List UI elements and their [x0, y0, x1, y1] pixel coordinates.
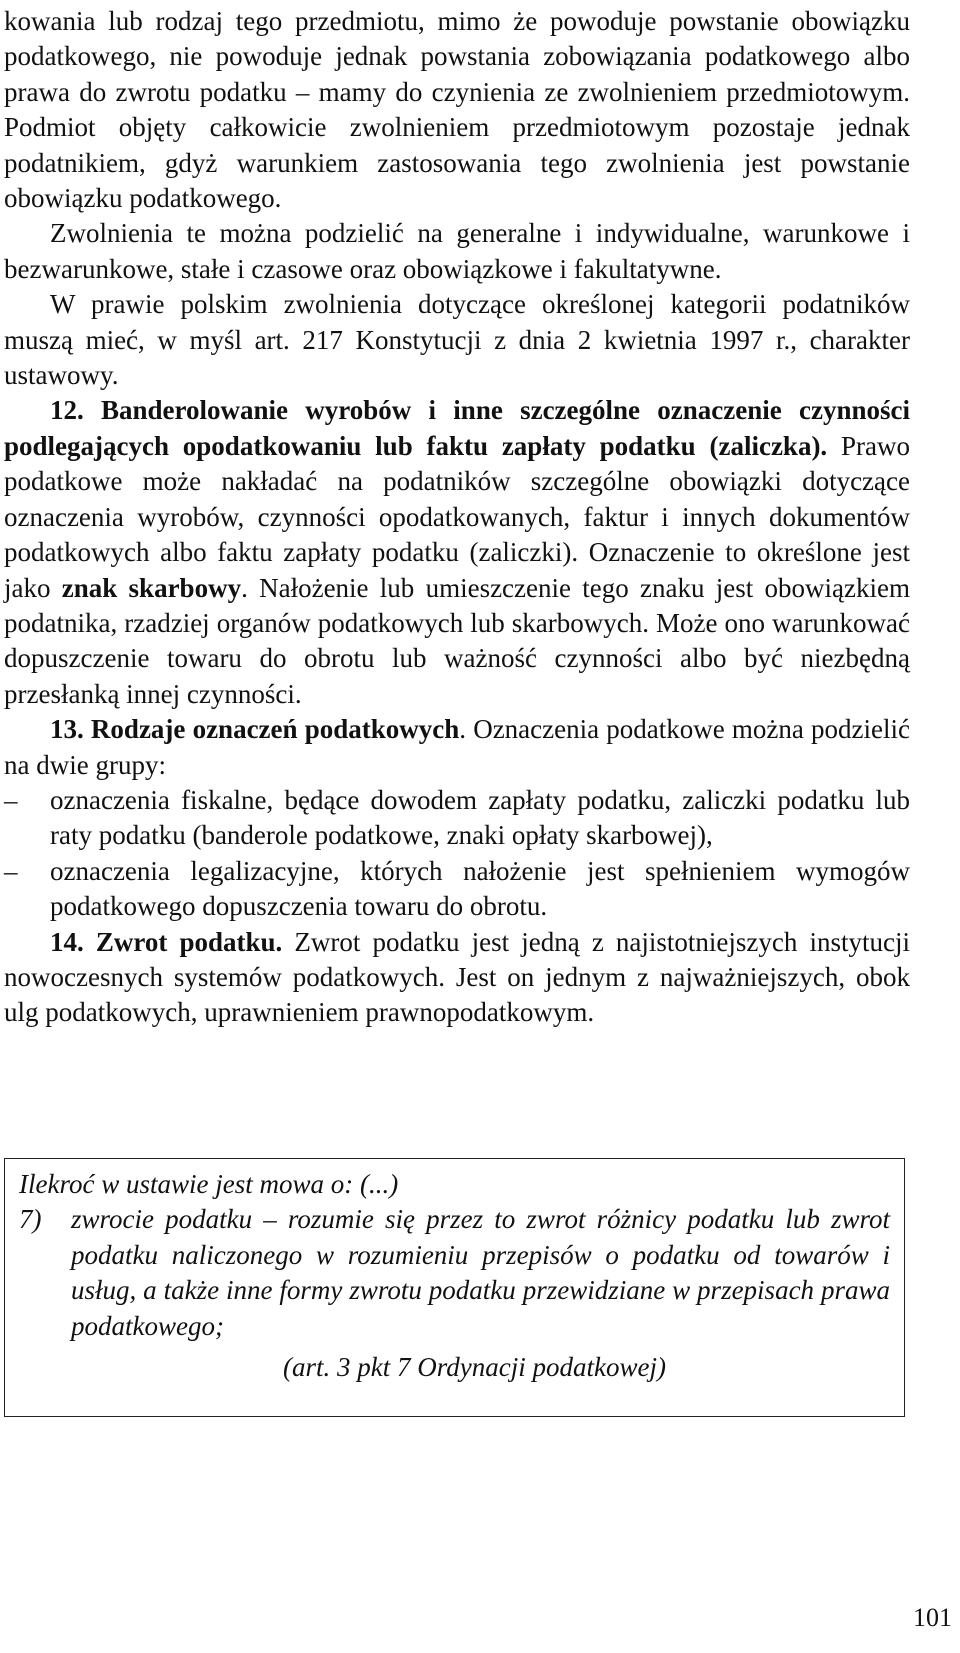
quote-lead: Ilekroć w ustawie jest mowa o: (...) [19, 1169, 399, 1199]
list-item [4, 854, 910, 925]
quote-item-text: zwrocie podatku – rozumie się przez to zwrot różnicy podatku lub zwrot podatku naliczonego w rozumieniu przepisów o podatku od towarów i usług, a także inne formy zwrotu podatku przewidziane w przepisach prawa podatkowego; [71, 1204, 890, 1341]
section-12-body-1: Prawo podatkowe może nakładać na podatników szczególne obowiązki dotyczące oznaczenia wyrobów, czynności opodatkowanych, faktur i innych dokumentów podatkowych albo faktu zapłaty podatku (zaliczki). Oznaczenie to określone jest jako [4, 430, 910, 603]
section-12-paragraph [4, 393, 910, 712]
intro-paragraph: kowania lub rodzaj tego przedmiotu, mimo że powoduje powstanie obowiązku podatkowego, nie powoduje jednak powstania zobowiązania podatkowego albo prawa do zwrotu podatku – mamy do czynienia ze zwolnieniem przedmiotowym. Podmiot objęty całkowicie zwolnieniem przedmiotowym pozostaje jednak podatnikiem, gdyż warunkiem zastosowania tego zwolnienia jest powstanie obowiązku podatkowego. [4, 6, 910, 214]
list-item-text: oznaczenia fiskalne, będące dowodem zapłaty podatku, zaliczki podatku lub raty podatku (banderole podatkowe, znaki opłaty skarbowej), [50, 784, 910, 851]
section-13-body: . Oznaczenia podatkowe można podzielić na dwie grupy: [4, 714, 911, 780]
section-12-body-2: . Nałożenie lub umieszczenie tego znaku jest obowiązkiem podatnika, rzadziej organów podatkowych lub skarbowych. Może ono warunkować dopuszczenie towaru do obrotu lub ważność czynności albo być niezbędną przesłanką innej czynności. [4, 572, 910, 709]
section-14-heading: 14. Zwrot podatku. [50, 926, 283, 957]
section-14-body: Zwrot podatku jest jedną z najistotniejszych instytucji nowoczesnych systemów podatkowych. Jest on jednym z najważniejszych, obok ulg podatkowych, uprawnieniem prawnopodatkowym. [4, 926, 910, 1028]
list-dash: – [4, 855, 18, 886]
body-text [4, 4, 910, 1031]
quote-item-number: 7) [19, 1204, 42, 1235]
list-item-text: oznaczenia legalizacyjne, których nałożenie jest spełnieniem wymogów podatkowego dopuszczenia towaru do obrotu. [50, 855, 910, 922]
section-13-paragraph [4, 712, 910, 783]
polish-law-paragraph: W prawie polskim zwolnienia dotyczące określonej kategorii podatników muszą mieć, w myśl art. 217 Konstytucji z dnia 2 kwietnia 1997 r., charakter ustawowy. [4, 289, 910, 391]
section-13-heading: 13. Rodzaje oznaczeń podatkowych [50, 714, 460, 745]
quote-item [19, 1202, 890, 1344]
list-dash: – [4, 784, 18, 815]
quote-citation: (art. 3 pkt 7 Ordynacji podatkowej) [283, 1352, 666, 1383]
section-12-term: znak skarbowy [61, 572, 242, 603]
section-14-paragraph [4, 925, 910, 1031]
section-12-heading: 12. Banderolowanie wyrobów i inne szczególne oznaczenie czynności podlegających opodatkowaniu lub faktu zapłaty podatku (zaliczka). [4, 395, 910, 461]
marking-groups-list [4, 783, 910, 925]
legal-quote-box [4, 1158, 905, 1417]
list-item [4, 783, 910, 854]
page-number: 101 [913, 1603, 952, 1632]
exemptions-types-paragraph: Zwolnienia te można podzielić na generalne i indywidualne, warunkowe i bezwarunkowe, stałe i czasowe oraz obowiązkowe i fakultatywne. [4, 218, 910, 284]
